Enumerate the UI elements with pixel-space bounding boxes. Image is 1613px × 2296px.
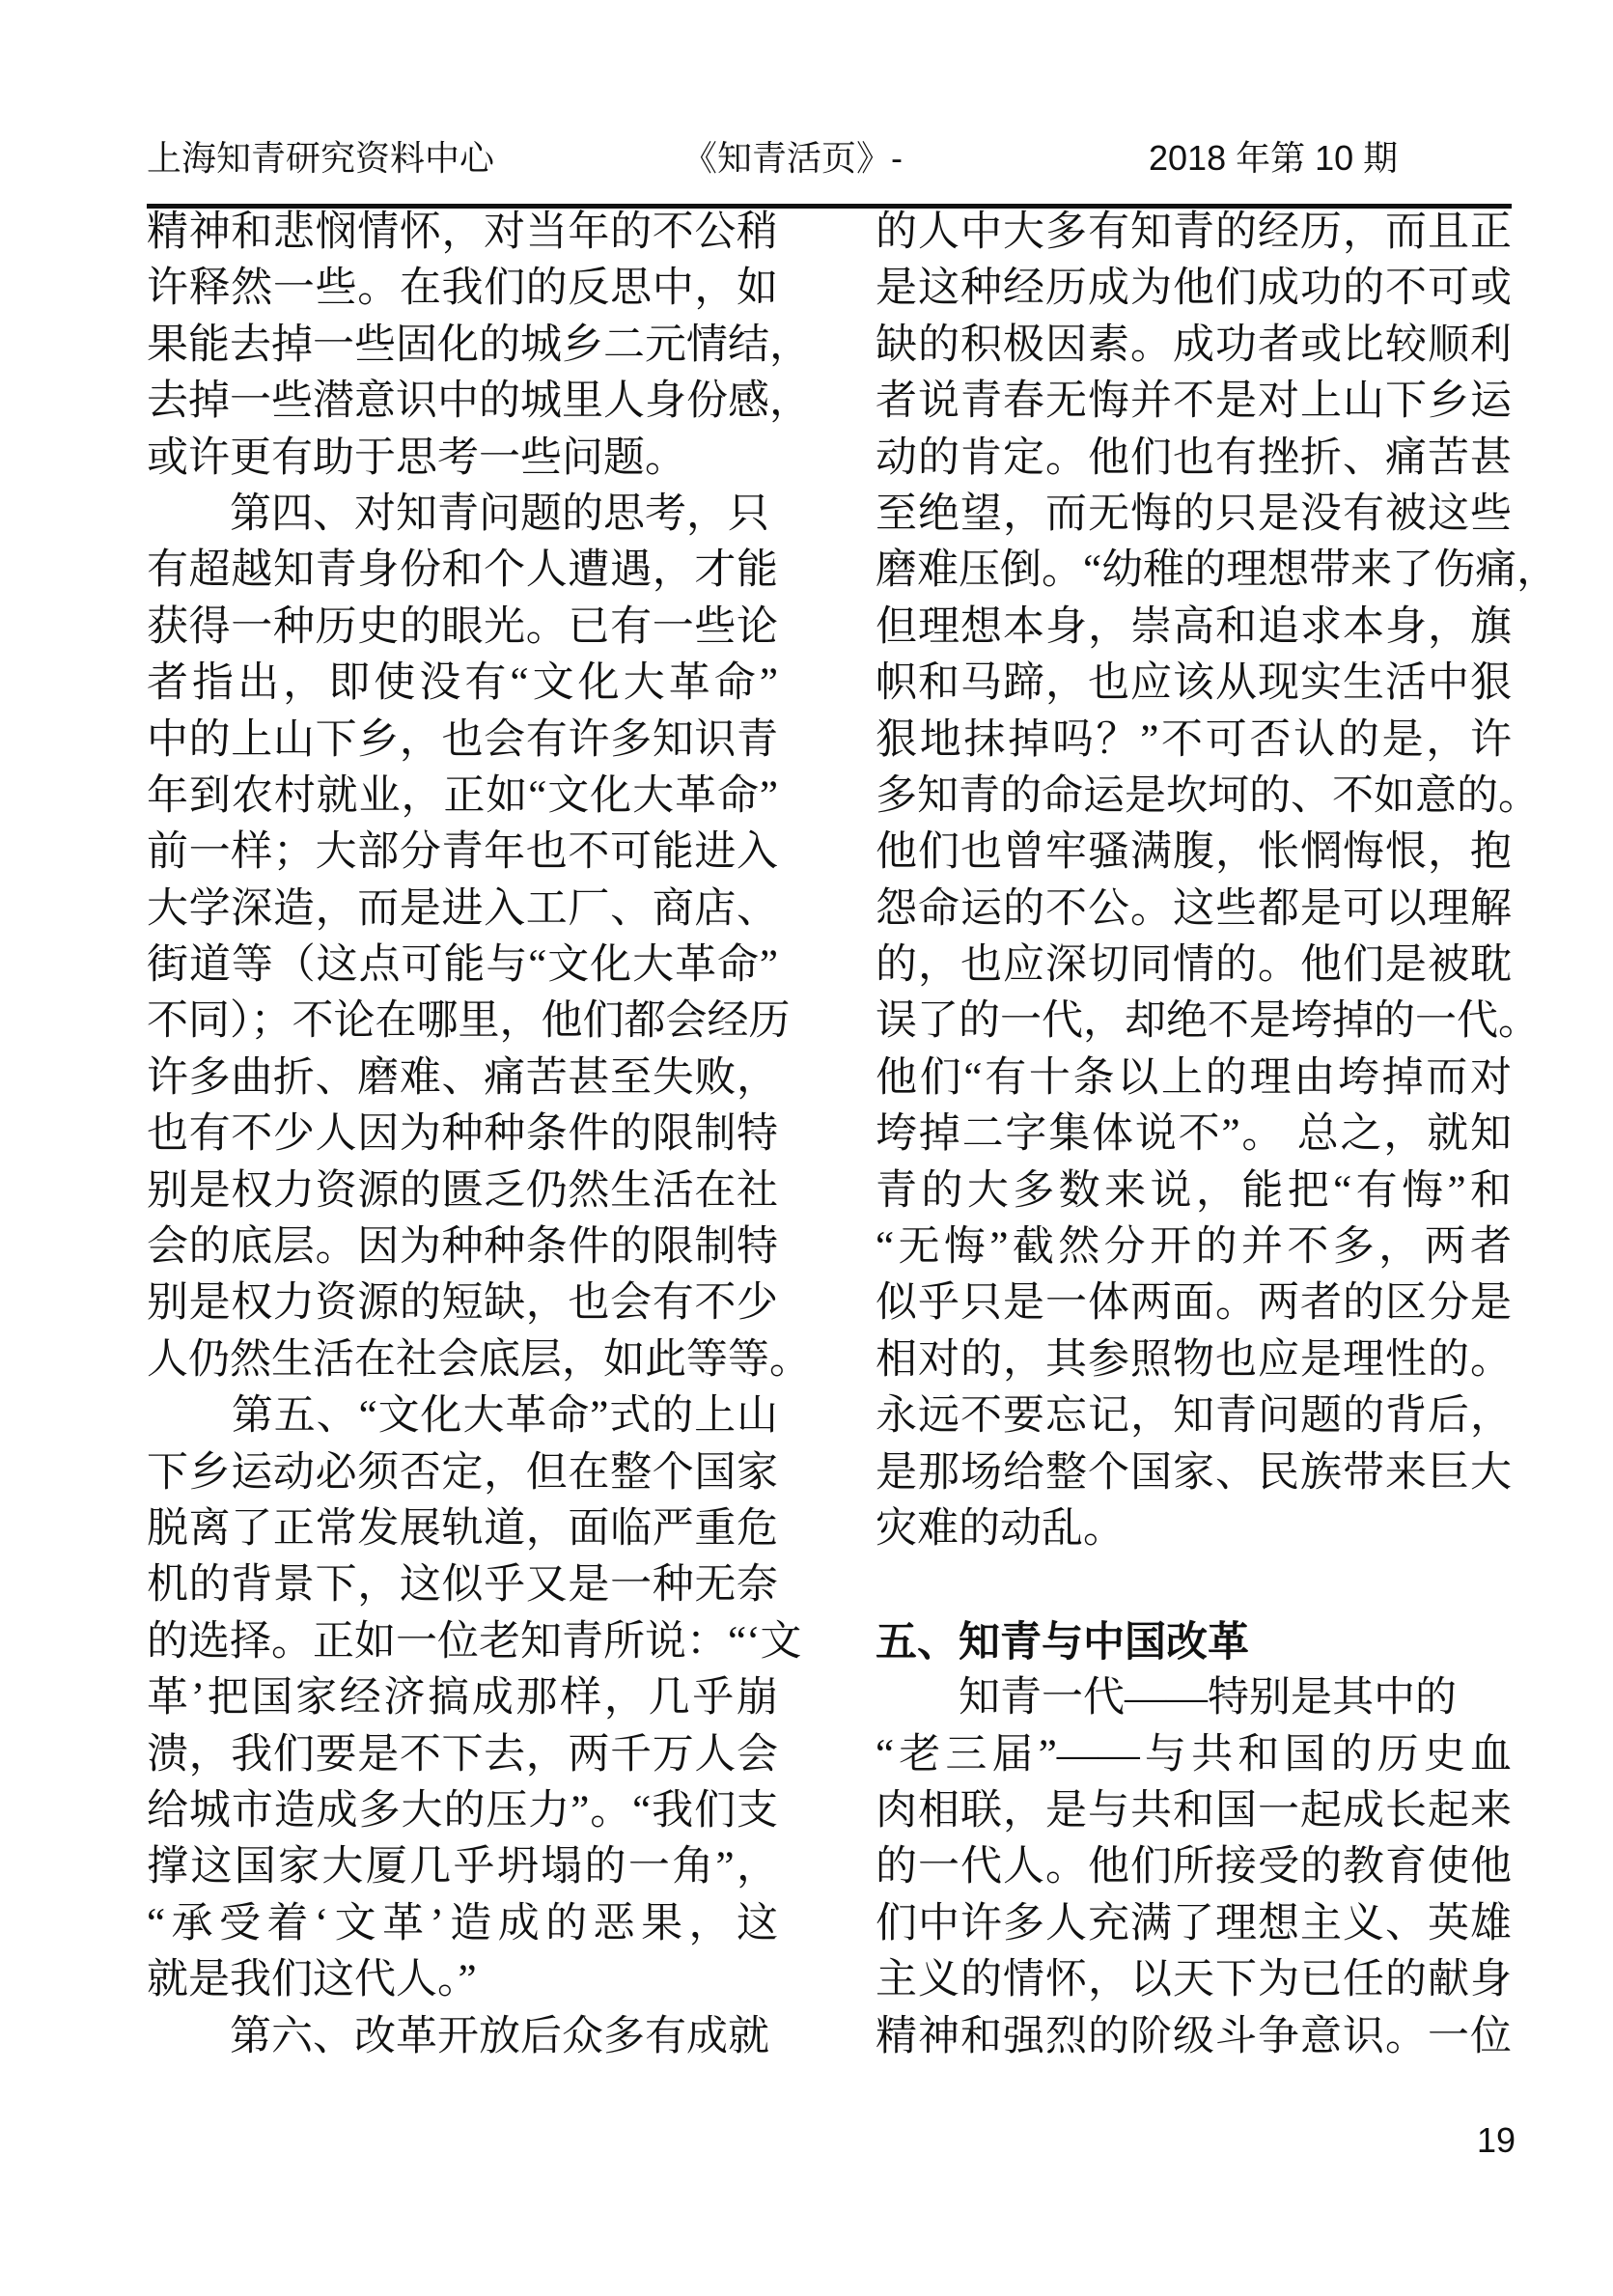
- header-issue: 2018 年第 10 期: [1149, 138, 1399, 178]
- text-line: 帜和马蹄，也应该从现实生活中狠: [876, 660, 1512, 707]
- text-line: 给城市造成多大的压力”。“我们支: [147, 1787, 778, 1834]
- section-heading: 五、知青与中国改革: [876, 1617, 1249, 1666]
- text-line: 就是我们这代人。”: [147, 1957, 477, 2003]
- text-line: 相对的，其参照物也应是理性的。: [876, 1336, 1512, 1383]
- text-line: 的一代人。他们所接受的教育使他: [876, 1844, 1512, 1890]
- text-line: 们中许多人充满了理想主义、英雄: [876, 1900, 1512, 1946]
- text-line: 他们也曾牢骚满腹，怅惘悔恨，抱: [876, 829, 1512, 876]
- text-line: 缺的积极因素。成功者或比较顺利: [876, 322, 1512, 368]
- text-line: 青的大多数来说，能把“有悔”和: [876, 1167, 1512, 1214]
- text-line: 别是权力资源的短缺，也会有不少: [147, 1280, 778, 1327]
- text-line: 多知青的命运是坎坷的、不如意的。: [876, 772, 1540, 819]
- text-line: 的，也应深切同情的。他们是被耽: [876, 942, 1512, 989]
- text-line: 革’把国家经济搞成那样，几乎崩: [147, 1675, 778, 1722]
- header-publication-title: 《知青活页》-: [682, 138, 903, 178]
- text-line: 会的底层。因为种种条件的限制特: [147, 1224, 778, 1271]
- text-line: 怨命运的不公。这些都是可以理解: [876, 885, 1512, 932]
- text-line: 脱离了正常发展轨道，面临严重危: [147, 1505, 778, 1552]
- text-line: 似乎只是一体两面。两者的区分是: [876, 1280, 1512, 1327]
- text-line: 大学深造，而是进入工厂、商店、: [147, 885, 778, 932]
- text-line: 磨难压倒。“幼稚的理想带来了伤痛，: [876, 547, 1559, 594]
- text-line: 灾难的动乱。: [876, 1505, 1125, 1552]
- text-line: 精神和悲悯情怀，对当年的不公稍: [147, 210, 778, 255]
- text-line: 的选择。正如一位老知青所说：“‘文: [147, 1618, 802, 1665]
- text-line: 中的上山下乡，也会有许多知识青: [147, 716, 778, 763]
- text-line: 精神和强烈的阶级斗争意识。一位: [876, 2013, 1512, 2059]
- text-line: 他们“有十条以上的理由垮掉而对: [876, 1054, 1512, 1101]
- text-line: 也有不少人因为种种条件的限制特: [147, 1111, 778, 1158]
- text-line: 人仍然生活在社会底层，如此等等。: [147, 1336, 811, 1383]
- text-line: 主义的情怀，以天下为已任的献身: [876, 1957, 1512, 2003]
- text-line: 有超越知青身份和个人遭遇，才能: [147, 547, 778, 594]
- text-line: 别是权力资源的匮乏仍然生活在社: [147, 1167, 778, 1214]
- text-line: 撑这国家大厦几乎坍塌的一角”，: [147, 1844, 778, 1890]
- text-line: 者说青春无悔并不是对上山下乡运: [876, 378, 1512, 425]
- text-line: 溃，我们要是不下去，两千万人会: [147, 1731, 778, 1778]
- text-line: “无悔”截然分开的并不多，两者: [876, 1224, 1512, 1271]
- text-line: 肉相联，是与共和国一起成长起来: [876, 1787, 1512, 1834]
- text-line: 机的背景下，这似乎又是一种无奈: [147, 1562, 778, 1609]
- text-line: 动的肯定。他们也有挫折、痛苦甚: [876, 434, 1512, 481]
- right-column: [876, 205, 1559, 2065]
- text-line: 是那场给整个国家、民族带来巨大: [876, 1449, 1512, 1496]
- text-line: 获得一种历史的眼光。已有一些论: [147, 603, 778, 650]
- text-line: 但理想本身，崇高和追求本身，旗: [876, 603, 1512, 650]
- text-line: 误了的一代，却绝不是垮掉的一代。: [876, 998, 1540, 1045]
- header-publisher: 上海知青研究资料中心: [147, 138, 495, 178]
- text-line: “承受着‘文革’造成的恶果，这: [147, 1900, 778, 1946]
- left-column: [147, 205, 811, 2065]
- text-line: 不同）；不论在哪里，他们都会经历: [147, 998, 791, 1045]
- text-line: 或许更有助于思考一些问题。: [147, 434, 686, 481]
- text-line: 狠地抹掉吗？”不可否认的是，许: [876, 716, 1512, 763]
- text-line: 垮掉二字集体说不”。 总之，就知: [876, 1111, 1512, 1158]
- text-line: 第五、“文化大革命”式的上山: [147, 1393, 778, 1440]
- page-number: 19: [1477, 2120, 1516, 2160]
- text-line: 前一样；大部分青年也不可能进入: [147, 829, 778, 876]
- text-line: 第四、对知青问题的思考，只: [147, 490, 769, 537]
- text-line: 果能去掉一些固化的城乡二元情结，: [147, 322, 811, 368]
- text-line: 第六、改革开放后众多有成就: [147, 2013, 769, 2059]
- text-line: 知青一代——特别是其中的: [876, 1675, 1457, 1722]
- text-line: 许多曲折、磨难、痛苦甚至失败，: [147, 1054, 778, 1101]
- text-line: 的人中大多有知青的经历，而且正: [876, 210, 1512, 255]
- text-line: “老三届”——与共和国的历史血: [876, 1731, 1512, 1778]
- text-line: 者指出，即使没有“文化大革命”: [147, 660, 778, 707]
- text-line: 至绝望，而无悔的只是没有被这些: [876, 490, 1512, 537]
- text-line: 年到农村就业，正如“文化大革命”: [147, 772, 778, 819]
- blank-line: [876, 1557, 1512, 1613]
- text-line: 去掉一些潜意识中的城里人身份感，: [147, 378, 811, 425]
- text-line: 永远不要忘记，知青问题的背后，: [876, 1393, 1512, 1440]
- text-line: 许释然一些。在我们的反思中，如: [147, 266, 778, 312]
- text-line: 下乡运动必须否定，但在整个国家: [147, 1449, 778, 1496]
- text-line: 街道等（这点可能与“文化大革命”: [147, 942, 778, 989]
- text-line: 是这种经历成为他们成功的不可或: [876, 266, 1512, 312]
